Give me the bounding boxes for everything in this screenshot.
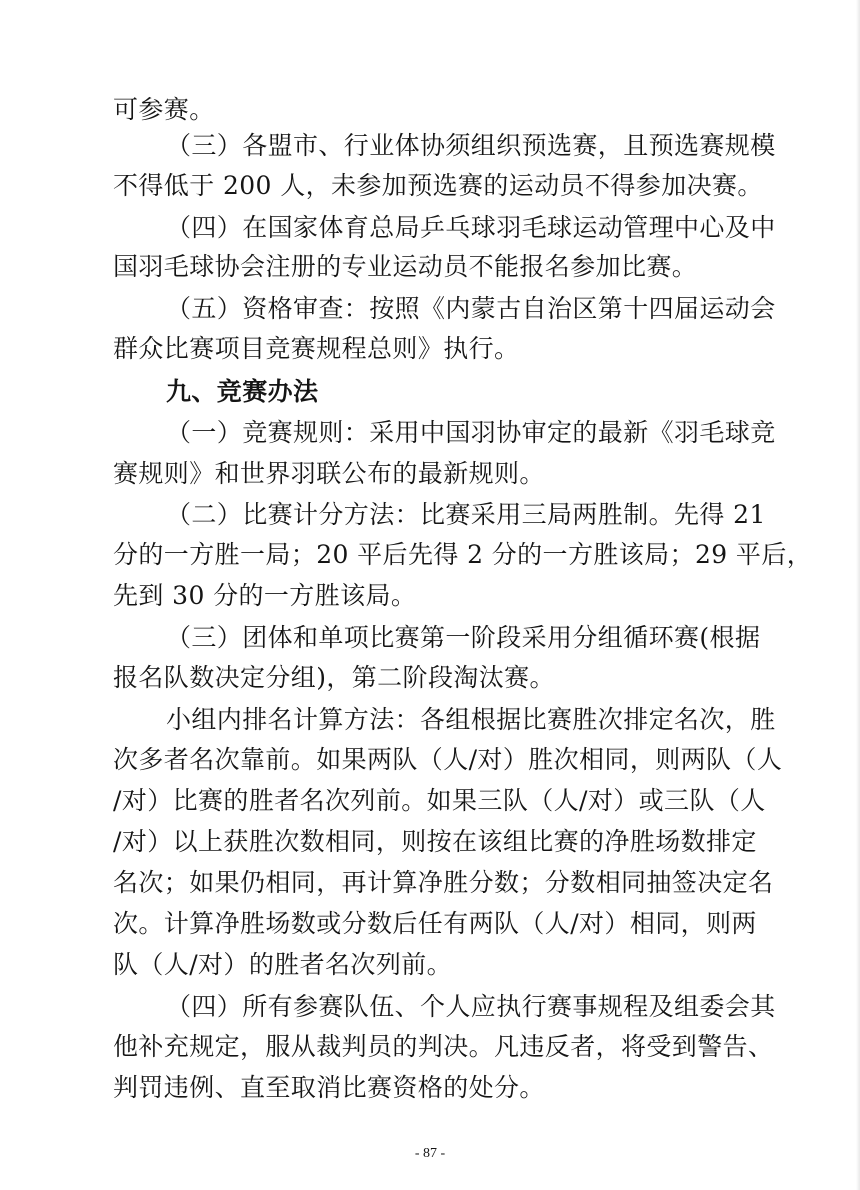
paragraph-line: （三）团体和单项比赛第一阶段采用分组循环赛(根据 — [166, 623, 761, 652]
text-line: /对）以上获胜次数相同，则按在该组比赛的净胜场数排定 — [113, 827, 757, 856]
text-line: 名次；如果仍相同，再计算净胜分数；分数相同抽签决定名 — [113, 868, 774, 897]
text-line: /对）比赛的胜者名次列前。如果三队（人/对）或三队（人 — [113, 786, 766, 815]
paragraph-line: （二）比赛计分方法：比赛采用三局两胜制。先得 21 — [166, 500, 766, 529]
text-line: 队（人/对）的胜者名次列前。 — [113, 950, 453, 979]
paragraph-line: （一）竞赛规则：采用中国羽协审定的最新《羽毛球竞 — [166, 418, 776, 447]
text-line: 群众比赛项目竞赛规程总则》执行。 — [113, 334, 520, 363]
paragraph-line: （三）各盟市、行业体协须组织预选赛，且预选赛规模 — [166, 131, 776, 160]
text-line: 次。计算净胜场数或分数后任有两队（人/对）相同，则两 — [113, 909, 757, 938]
text-line: 先到 30 分的一方胜该局。 — [113, 581, 417, 610]
paragraph-line: （四）所有参赛队伍、个人应执行赛事规程及组委会其 — [166, 992, 776, 1021]
paragraph-line: 小组内排名计算方法：各组根据比赛胜次排定名次，胜 — [166, 705, 776, 734]
section-heading: 九、竞赛办法 — [166, 377, 319, 406]
text-line: 他补充规定，服从裁判员的判决。凡违反者，将受到警告、 — [113, 1032, 774, 1061]
text-line: 赛规则》和世界羽联公布的最新规则。 — [113, 459, 545, 488]
paragraph-line: （五）资格审查：按照《内蒙古自治区第十四届运动会 — [166, 294, 776, 323]
text-line: 不得低于 200 人，未参加预选赛的运动员不得参加决赛。 — [113, 171, 763, 200]
text-line: 分的一方胜一局；20 平后先得 2 分的一方胜该局；29 平后， — [113, 540, 813, 569]
page-number: - 87 - — [414, 1146, 446, 1161]
paragraph-line: （四）在国家体育总局乒乓球羽毛球运动管理中心及中 — [166, 213, 776, 242]
text-line: 判罚违例、直至取消比赛资格的处分。 — [113, 1073, 545, 1102]
scan-edge — [856, 0, 860, 1190]
text-line: 报名队数决定分组)，第二阶段淘汰赛。 — [113, 663, 555, 692]
text-line: 国羽毛球协会注册的专业运动员不能报名参加比赛。 — [113, 252, 698, 281]
text-line: 可参赛。 — [113, 95, 215, 124]
text-line: 次多者名次靠前。如果两队（人/对）胜次相同，则两队（人 — [113, 745, 783, 774]
